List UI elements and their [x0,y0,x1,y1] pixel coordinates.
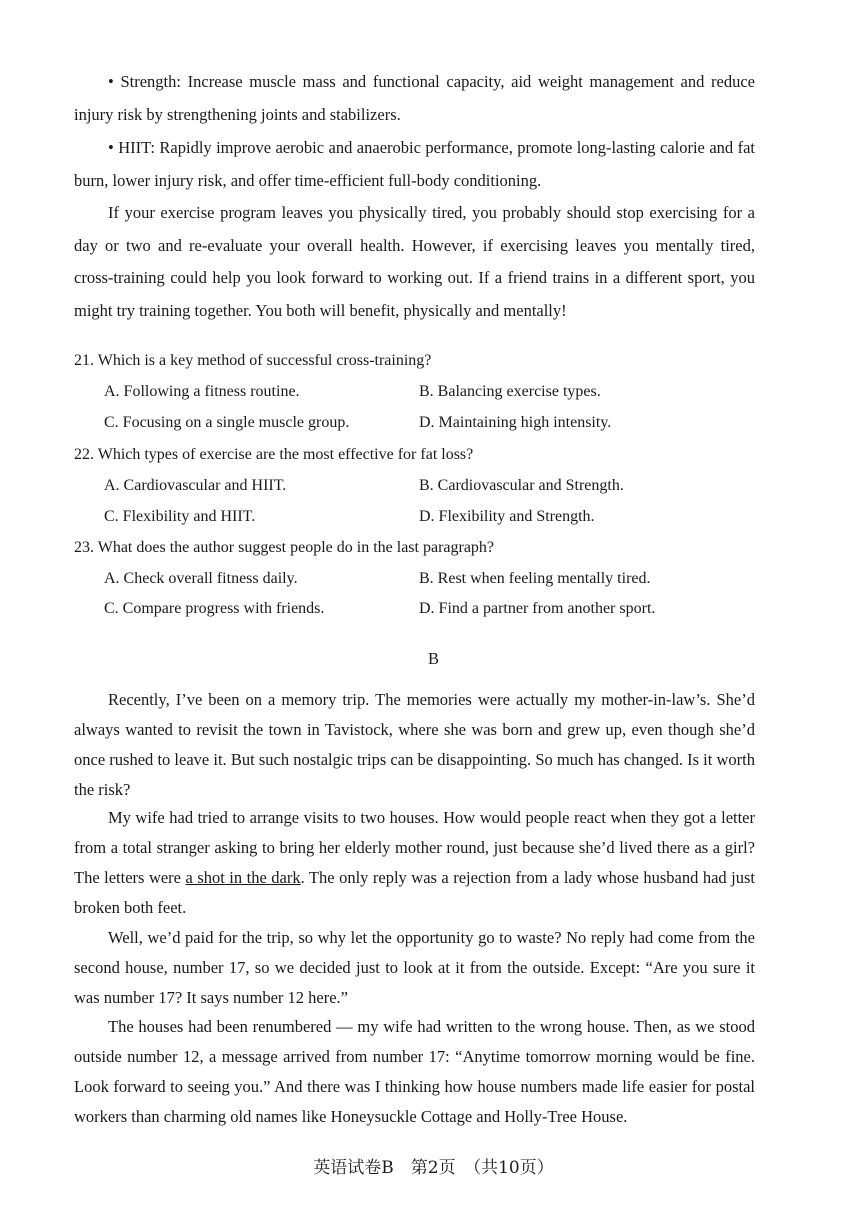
underlined-phrase: a shot in the dark [185,868,301,887]
bullet-hiit: • HIIT: Rapidly improve aerobic and anaerobic performance, promote long-lasting calorie and fat burn, lower injury risk, and offer time-efficient full-body conditioning. [74,138,755,190]
paragraph-2-text-end: . The only reply was a rejection from a lady whose husband had just broken both feet. [74,868,756,917]
section-label-b: B [427,649,439,668]
question-21-stem: 21. Which is a key method of successful cross-training? [74,352,432,369]
page-footer: 英语试卷B 第2页 （共10页） [313,1158,554,1178]
question-21-option-b: B. Balancing exercise types. [419,383,601,400]
question-21-option-a: A. Following a fitness routine. [104,383,300,400]
question-22-option-b: B. Cardiovascular and Strength. [419,477,624,494]
question-23-option-a: A. Check overall fitness daily. [104,570,298,587]
question-23-option-d: D. Find a partner from another sport. [419,600,656,617]
question-21-option-c: C. Focusing on a single muscle group. [104,414,350,431]
paragraph-2-text-start: My wife had tried to arrange visits to two houses. How would people react when they got a letter from a total stranger asking to bring her elderly mother round, just because she’d lived there as a girl? The letters were [74,808,755,887]
question-22-option-c: C. Flexibility and HIIT. [104,508,256,525]
question-23-option-b: B. Rest when feeling mentally tired. [419,570,651,587]
question-23-option-c: C. Compare progress with friends. [104,600,325,617]
question-23-stem: 23. What does the author suggest people do in the last paragraph? [74,539,495,556]
question-22-stem: 22. Which types of exercise are the most effective for fat loss? [74,446,474,463]
passage-b-paragraph-4: The houses had been renumbered — my wife had written to the wrong house. Then, as we stood outside number 12, a message arrived from number 17: “Anytime tomorrow morning would be fine. Look forward to seeing you.” And there was I thinking how house numbers made life easier for postal workers than charming old names like Honeysuckle Cottage and Holly-Tree House. [74,1017,755,1126]
passage-b-paragraph-1: Recently, I’ve been on a memory trip. The memories were actually my mother-in-law’s. She’d always wanted to revisit the town in Tavistock, where she was born and grew up, even though she’d once rushed to leave it. But such nostalgic trips can be disappointing. So much has changed. Is it worth the risk? [74,690,755,799]
passage-b-paragraph-2 [74,803,755,923]
closing-paragraph: If your exercise program leaves you physically tired, you probably should stop exercising for a day or two and re-evaluate your overall health. However, if exercising leaves you mentally tired, cross-training could help you look forward to working out. If a friend trains in a different sport, you might try training together. You both will benefit, physically and mentally! [74,203,755,320]
question-22-option-d: D. Flexibility and Strength. [419,508,595,525]
bullet-strength: • Strength: Increase muscle mass and functional capacity, aid weight management and reduce injury risk by strengthening joints and stabilizers. [74,72,755,124]
question-22-option-a: A. Cardiovascular and HIIT. [104,477,287,494]
passage-b-paragraph-3: Well, we’d paid for the trip, so why let the opportunity go to waste? No reply had come from the second house, number 17, so we decided just to look at it from the outside. Except: “Are you sure it was number 17? It says number 12 here.” [74,928,755,1007]
question-21-option-d: D. Maintaining high intensity. [419,414,612,431]
